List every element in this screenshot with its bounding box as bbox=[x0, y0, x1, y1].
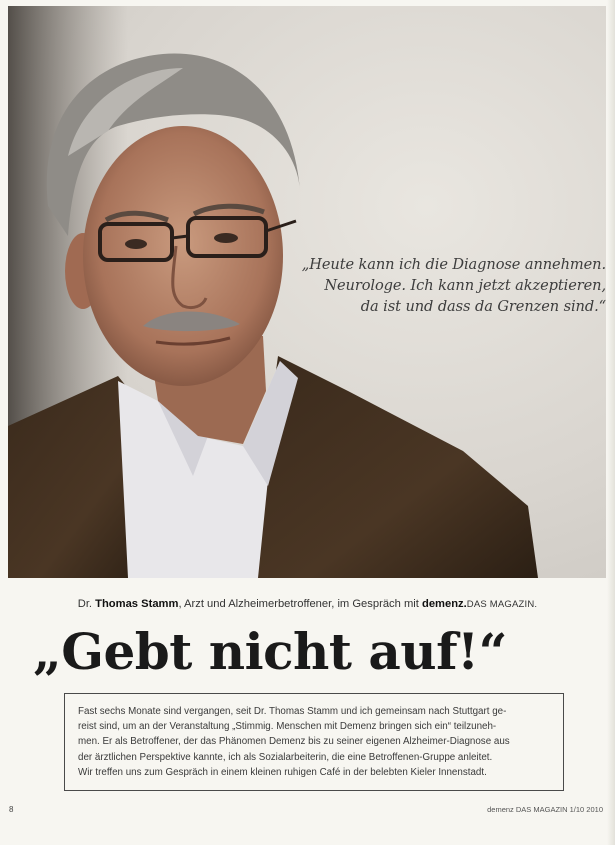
subtitle-middle: , Arzt und Alzheimerbetroffener, im Gespräch mit bbox=[178, 598, 422, 610]
intro-line: reist sind, um an der Veranstaltung „Stimmig. Menschen mit Demenz bringen sich ein“ teilzuneh- bbox=[78, 721, 497, 733]
quote-line: Neurologe. Ich kann jetzt akzeptieren, bbox=[324, 277, 606, 294]
page-number: 8 bbox=[9, 805, 14, 814]
intro-box bbox=[64, 693, 564, 791]
magazine-brand-suffix: DAS MAGAZIN. bbox=[466, 599, 538, 610]
intro-line: men. Er als Betroffener, der das Phänomen Demenz bis zu seiner eigenen Alzheimer-Diagnose aus bbox=[78, 736, 510, 748]
article-subtitle bbox=[0, 598, 615, 610]
intro-line: Fast sechs Monate sind vergangen, seit Dr. Thomas Stamm und ich gemeinsam nach Stuttgart ge- bbox=[78, 706, 507, 717]
page-footer: demenz DAS MAGAZIN 1/10 2010 bbox=[487, 805, 603, 814]
pull-quote bbox=[300, 254, 606, 317]
quote-line: da ist und dass da Grenzen sind.“ bbox=[360, 298, 606, 315]
headline: „Gebt nicht auf!“ bbox=[33, 622, 507, 681]
interviewee-name: Thomas Stamm bbox=[95, 598, 179, 610]
intro-line: der ärztlichen Perspektive kannte, ich als Sozialarbeiterin, die eine Betroffenen-Gruppe anleitet. bbox=[78, 751, 493, 763]
page-edge bbox=[607, 0, 615, 845]
quote-line: „Heute kann ich die Diagnose annehmen. bbox=[301, 256, 606, 273]
subtitle-prefix: Dr. bbox=[77, 598, 96, 610]
magazine-brand: demenz. bbox=[422, 598, 467, 610]
intro-line: Wir treffen uns zum Gespräch in einem kleinen ruhigen Café in der belebten Kieler Innenstadt. bbox=[78, 766, 487, 778]
